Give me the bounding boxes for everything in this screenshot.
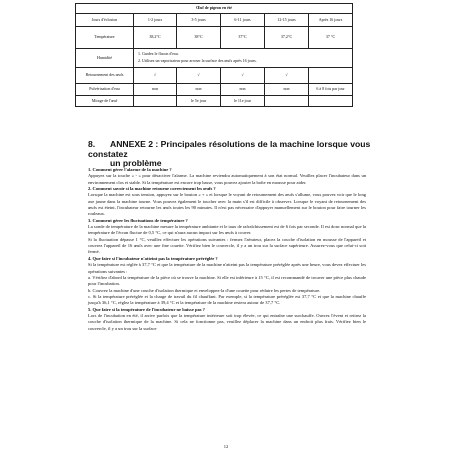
faq-item xyxy=(88,256,366,307)
table-title: Œuf de pigeon en été xyxy=(76,4,353,14)
faq-answer: Lorsque la machine est sous tension, appuyez sur le bouton « + » et lorsque le voyant de retournement des œufs s'allume, vous pouvez voir que le long axe jaune dans la machine tourne. Vous pouvez également le toucher avec la main s'il est difficile à observer. Lorsque le voyant de retournement des œufs est éteint, l'incubateur retourne les œufs toutes les 90 minutes. Il n'est pas nécessaire d'appuyer manuellement sur le bouton pour faire tourner les rouleaux. xyxy=(88,192,366,217)
row-header: Jours d'éclosion xyxy=(76,14,134,27)
faq-answer: a. Vérifiez d'abord la température de la pièce où se trouve la machine. Si elle est inférieure à 15 °C, il est recommandé de trouver une pièce plus chaude pour l'incubation. xyxy=(88,274,366,287)
table-row xyxy=(76,96,353,107)
faq-item xyxy=(88,218,366,256)
table-cell: 3-5 jours xyxy=(177,14,221,27)
table-cell xyxy=(309,96,353,107)
section-title-line2: un problème xyxy=(110,158,162,169)
table-cell xyxy=(309,68,353,84)
faq-answer: La sonde de température de la machine mesure la température ambiante et le taux de rafraîchissement est de 6 fois par seconde. Il est donc normal que la température de l'écran fluctue de 0,5 °C, ce qui n'aura aucun impact sur les œufs à couver. xyxy=(88,224,367,236)
section-heading xyxy=(88,140,388,169)
faq-body xyxy=(88,167,366,332)
faq-item xyxy=(88,167,366,186)
table-row xyxy=(76,84,353,96)
faq-question: 2. Comment savoir si la machine retourne correctement les œufs ? xyxy=(88,186,216,192)
faq-question: 1. Comment gérer l'alarme de la machine ? xyxy=(88,167,172,172)
check-mark: √ xyxy=(265,68,309,84)
faq-answer: Si la fluctuation dépasse 1 °C, veuillez effectuer les opérations suivantes : fermez l'aérateur, placez la couche d'isolation en mousse de l'appareil et couvrez l'appareil de 16 œufs avec une fine couette. Vérifiez bien le couvercle, il y a un trou sur la surface supérieure. Assurez-vous que celui-ci soit fermé. xyxy=(88,236,366,255)
faq-item xyxy=(88,186,366,218)
table-cell: 37°C xyxy=(221,27,265,49)
faq-question: 3. Comment gérer les fluctuations de température ? xyxy=(88,217,188,223)
faq-answer: Lors de l'incubation en été, il arrive parfois que la température intérieure soit trop élevée, ce qui entraîne une surchauffe. Ouvrez l'évent et retirez la couche d'isolation thermique de la machine. Si cela ne fonctionne pas, veuillez déplacer la machine dans un endroit plus frais. Vérifiez bien le couvercle, il y a un trou sur la surface xyxy=(88,312,366,331)
faq-answer: b. Couvrez la machine d'une couche d'isolation thermique et enveloppez-la d'une couette pour réduire les pertes de température. xyxy=(88,287,321,293)
table-row xyxy=(76,27,353,49)
faq-answer: Appuyez sur la touche « - » pour désactiver l'alarme. La machine reviendra automatiquement à son état normal. Veuillez placer l'incubateur dans un environnement clos et stable. Si la température est encore trop basse, vous pouvez ajouter la boîte en mousse pour aider. xyxy=(88,173,366,185)
table-cell: 12-15 jours xyxy=(265,14,309,27)
table-cell: 6-11 jours xyxy=(221,14,265,27)
table-row xyxy=(76,68,353,84)
row-header: Humidité xyxy=(76,49,134,68)
table-cell: non xyxy=(265,84,309,96)
humidity-notes xyxy=(134,49,353,68)
row-header: Pulvérisation d'eau xyxy=(76,84,134,96)
check-mark: √ xyxy=(221,68,265,84)
table-cell: 1-2 jours xyxy=(134,14,177,27)
row-header: Température xyxy=(76,27,134,49)
table-cell: le 11e jour xyxy=(221,96,265,107)
table-cell: non xyxy=(177,84,221,96)
faq-question: 5. Que faire si la température de l'incubateur ne baisse pas ? xyxy=(88,306,205,312)
table-cell xyxy=(134,96,177,107)
table-cell: 37,2°C xyxy=(265,27,309,49)
section-number: 8. xyxy=(88,139,96,149)
table-cell: non xyxy=(221,84,265,96)
table-row xyxy=(76,49,353,68)
table-cell: 37 °C xyxy=(309,27,353,49)
table-cell: le 5e jour xyxy=(177,96,221,107)
table-cell: 38,2°C xyxy=(134,27,177,49)
table-cell xyxy=(265,96,309,107)
table-cell: 6 à 8 fois par jour xyxy=(309,84,353,96)
page-number: 12 xyxy=(223,444,229,449)
faq-answer: c. Si la température préréglée et la charge de travail du fil chauffant. Par exemple, si la température préréglée est 37,7 °C et que la machine chauffe jusqu'à 36,1 °C, réglez la température à 39,4 °C et la température de la machine restera autour de 37,7 °C. xyxy=(88,293,366,306)
section-title-line1: ANNEXE 2 : Principales résolutions de la machine lorsque vous constatez xyxy=(88,139,371,159)
incubation-table xyxy=(75,3,353,107)
table-row xyxy=(76,14,353,27)
humidity-note: 1. Gardez le flacon d'eau. xyxy=(138,51,179,57)
row-header: Mirage de l'œuf xyxy=(76,96,134,107)
humidity-note: 2. Utilisez un vaporisateur pour arroser la surface des œufs après 16 jours. xyxy=(138,58,257,63)
row-header: Retournement des œufs xyxy=(76,68,134,84)
faq-question: 4. Que faire si l'incubateur n'atteint pas la température préréglée ? xyxy=(88,255,218,261)
faq-item xyxy=(88,307,366,332)
check-mark: √ xyxy=(134,68,177,84)
check-mark: √ xyxy=(177,68,221,84)
faq-answer: Si la température est réglée à 37,7 °C et que la température de la machine n'atteint pas la température préréglée après une heure, vous devez effectuer les opérations suivantes : xyxy=(88,262,366,274)
table-cell: Après 16 jours xyxy=(309,14,353,27)
table-cell: 38°C xyxy=(177,27,221,49)
table-cell: non xyxy=(134,84,177,96)
